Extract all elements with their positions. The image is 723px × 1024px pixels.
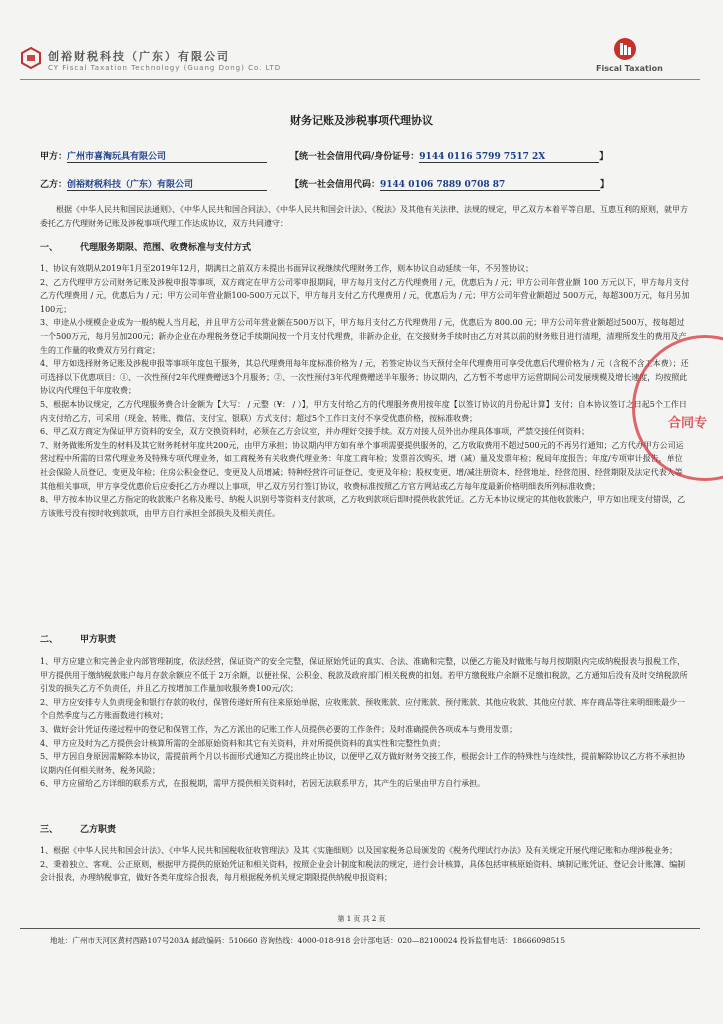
section-3-title: 乙方职责 xyxy=(80,825,117,835)
section-2-title: 甲方职责 xyxy=(80,635,117,645)
section-3-heading xyxy=(40,822,116,835)
company-logo-icon xyxy=(20,46,42,70)
footer-divider xyxy=(20,928,700,929)
section-3-number: 三、 xyxy=(40,825,59,835)
party-a-label: 甲方： xyxy=(40,152,68,162)
company-name-en: CY Fiscal Taxation Technology (Guang Dong) Co. LTD xyxy=(48,64,282,72)
section-1-number: 一、 xyxy=(40,243,59,253)
party-a-id-label: 【统一社会信用代码/身份证号： xyxy=(290,152,420,162)
section-2-number: 二、 xyxy=(40,635,59,645)
s1-item: 7、财务做账所发生的材料及其它财务耗材年度共200元，由甲方承担；协议期内甲方如有单个事项需要提供服务的，乙方收取费用不超过500元的不再另行通知；乙方代办甲方公司运营过程中所需的日常代理业务及特殊专项代理业务，如工商税务有关收费代理业务：年度工商年检；发票首次购买、增（减）量及发票年检；税局年度报告；年度/专项审计报告，单位社会保险人员登记、变更及年检；住房公积金登记、变更及人员增减；特种经营许可证登记、变更及年检；股权变更、增/减注册资本、经营地址、经营范围、经营期限及法定代表人等其他相关事项，甲方享受优惠价后应委托乙方办理以上事项，甲乙双方另行签订协议，收费标准按照乙方官方网站或乙方每年度最新价格明细表所列标准收费； xyxy=(40,440,684,491)
s1-item: 1、协议有效期从2019年1月至2019年12月，期满日之前双方未提出书面异议视继续代理财务工作，则本协议自动延续一年，不另签协议； xyxy=(40,264,534,273)
brand-logo-icon xyxy=(612,36,638,62)
party-a-id-value: 9144 0116 5799 7517 2X xyxy=(419,152,599,163)
s2-item: 3、做好会计凭证传递过程中的登记和保管工作，为乙方派出的记账工作人员提供必要的工作条件；及时准确提供各项成本与费用发票； xyxy=(40,724,518,734)
party-b-id-close: 】 xyxy=(600,180,610,190)
s1-item: 6、甲乙双方商定为保证甲方资料的安全，双方交换资料时，必须在乙方会议室，并办理好交接手续。双方对接人员外出办理具体事项，严禁交接任何资料； xyxy=(40,427,590,437)
party-a-id-close: 】 xyxy=(599,152,609,162)
party-a-name: 广州市喜淘玩具有限公司 xyxy=(67,149,267,163)
intro-text: 根据《中华人民共和国民法通则》、《中华人民共和国合同法》、《中华人民共和国会计法》、《税法》及其他有关法律、法规的规定，甲乙双方本着平等自愿、互惠互利的原则，就甲方委托乙方代理财务记账及涉税事项代理工作达成协议，双方共同遵守： xyxy=(40,205,688,228)
party-b-label: 乙方： xyxy=(40,180,68,190)
section-3-body xyxy=(40,844,690,885)
party-b-id-value: 9144 0106 7889 0708 87 xyxy=(380,180,600,191)
seal-text: 合同专 xyxy=(668,416,708,431)
section-1-body xyxy=(40,262,690,520)
section-1-heading xyxy=(40,240,251,253)
party-b-id-label: 【统一社会信用代码： xyxy=(290,180,381,190)
document-title: 财务记账及涉税事项代理协议 xyxy=(290,114,433,127)
s1-item: 2、乙方代理甲方公司财务记账及涉税申报等事项，双方商定在甲方公司零申报期间，甲方每月支付乙方代理费用 / 元，优惠后为 / 元；甲方公司年营业额 100 万元以下，甲方每月支付乙方代理费用 / 元，优惠后为 / 元；甲方公司年营业额100-500万元以下，甲方每月支付乙方代理费用 / 元，优惠后为 / 元；甲方公司年营业额超过 500万元，每超300万元，每月另加100元； xyxy=(40,277,690,314)
s2-item: 5、甲方因自身原因需解除本协议，需提前两个月以书面形式通知乙方提出终止协议，以便甲乙双方做好财务交接工作，根据会计工作的特殊性与连续性，提前解除协议乙方将不承担协议期内任何相关财务、税务风险； xyxy=(40,752,686,775)
party-b-name: 创裕财税科技（广东）有限公司 xyxy=(67,177,267,191)
s1-item: 4、甲方如选择财务记账及涉税申报等事项年度包干服务，其总代理费用每年度标准价格为 / 元，若签定协议当天预付全年代理费用可享受优惠后代理价格为 / 元（含税不含工本费）；还可选择以下优惠项目：①、一次性预付2年代理费赠送3个月服务；②、一次性预付3年代理费赠送半年服务；协议期内，乙方暂不考虑甲方运营期间公司发展规模及增长速度，均按照此协议内代理包干年度收费； xyxy=(40,359,689,396)
s1-item: 3、申途从小规模企业成为一般纳税人当月起，并且甲方公司年营业额在500万以下，甲方每月支付乙方代理费用 / 元，优惠后为 800.00 元；甲方公司年营业额超过500万，按每超过一个500万元，每月另加200元；新办企业在办理税务登记手续期间按一个月支付代理费，非新办企业，在交接财务手续时由乙方对其以前的财务账目进行清理，清理所发生的费用及产生的工作量的收费双方另行商定； xyxy=(40,318,687,355)
s2-item: 6、甲方应留给乙方详细的联系方式，在报税期，需甲方提供相关资料时，若因无法联系甲方，其产生的后果由甲方自行承担。 xyxy=(40,779,486,789)
s2-item: 2、甲方应安排专人负责现金和银行存款的收付，保管传递好所有往来原始单据，应收账款、预收账款、应付账款、预付账款、其他应收款、其他应付款、库存商品等往来明细账最少一个自然季度与乙方账面数进行核对； xyxy=(40,697,686,721)
section-1-title: 代理服务期限、范围、收费标准与支付方式 xyxy=(80,243,252,253)
footer-contact: 地址：广州市天河区黄村西路107号203A 邮政编码：510660 咨询热线：4000-018-918 会计部电话：020—82100024 投诉监督电话：18666098515 xyxy=(50,936,565,945)
s1-item: 5、根据本协议规定，乙方代理服务费合计金额为【大写： / 元整（¥： / ）】，甲方支付给乙方的代理服务费用按年度【以签订协议的月份起计算】支付；自本协议签订之日起5个工作日内支付给乙方，可采用（现金、转账、微信、支付宝、银联）方式支付；超过5个工作日支付不享受优惠价格，按标准收费； xyxy=(40,399,687,423)
section-2-heading xyxy=(40,632,116,645)
s1-item: 8、甲方按本协议里乙方指定的收款账户名称及账号、纳税人识别号等资料支付款项，乙方收到款项后即时提供收款凭证。乙方无本协议规定的其他收款账户，甲方如出现支付错误，乙方该账号没有按时收到款项，由甲方自行承担全部损失及相关责任。 xyxy=(40,495,686,518)
company-name-cn: 创裕财税科技（广东）有限公司 xyxy=(48,50,230,63)
s2-item: 1、甲方应建立和完善企业内部管理制度，依法经营，保证资产的安全完整，保证原始凭证的真实、合法、准确和完整，以便乙方能及时做账与每月按期限内完成纳税报表与报税工作，甲方提供用于缴纳税款账户每月存款余额应不低于 2万余额，以便社保、公积金、税款及政府部门相关税费的扣划。若甲方缴税账户余额不足缴扣税款，乙方通知后没有及时交纳税款所引发的损失乙方不负责任，并且乙方按增加工作量加收服务费100元/次； xyxy=(40,657,688,694)
brand-name: Fiscal Taxation xyxy=(596,64,663,73)
intro-paragraph xyxy=(40,203,690,230)
header-divider xyxy=(20,79,700,80)
s3-item: 2、秉着独立、客观、公正原则，根据甲方提供的原始凭证和相关资料，按照企业会计制度和税法的规定，进行会计核算，具体包括审核原始资料、填制记账凭证、登记会计账簿、编制会计报表，办理纳税事宜，做好各类年度综合报表，每月根据税务机关规定期限提供纳税申报资料； xyxy=(40,859,686,883)
page-number: 第 1 页 共 2 页 xyxy=(337,915,386,923)
s2-item: 4、甲方应及时为乙方提供会计核算所需的全部原始资料和其它有关资料，并对所提供资料的真实性和完整性负责； xyxy=(40,738,446,748)
party-a-row xyxy=(40,149,609,163)
section-2-body xyxy=(40,655,690,791)
s3-item: 1、根据《中华人民共和国会计法》、《中华人民共和国税收征收管理法》及其《实施细则》以及国家税务总局颁发的《税务代理试行办法》及有关规定开展代理记账和办理涉税业务； xyxy=(40,846,678,855)
party-b-row xyxy=(40,177,610,191)
